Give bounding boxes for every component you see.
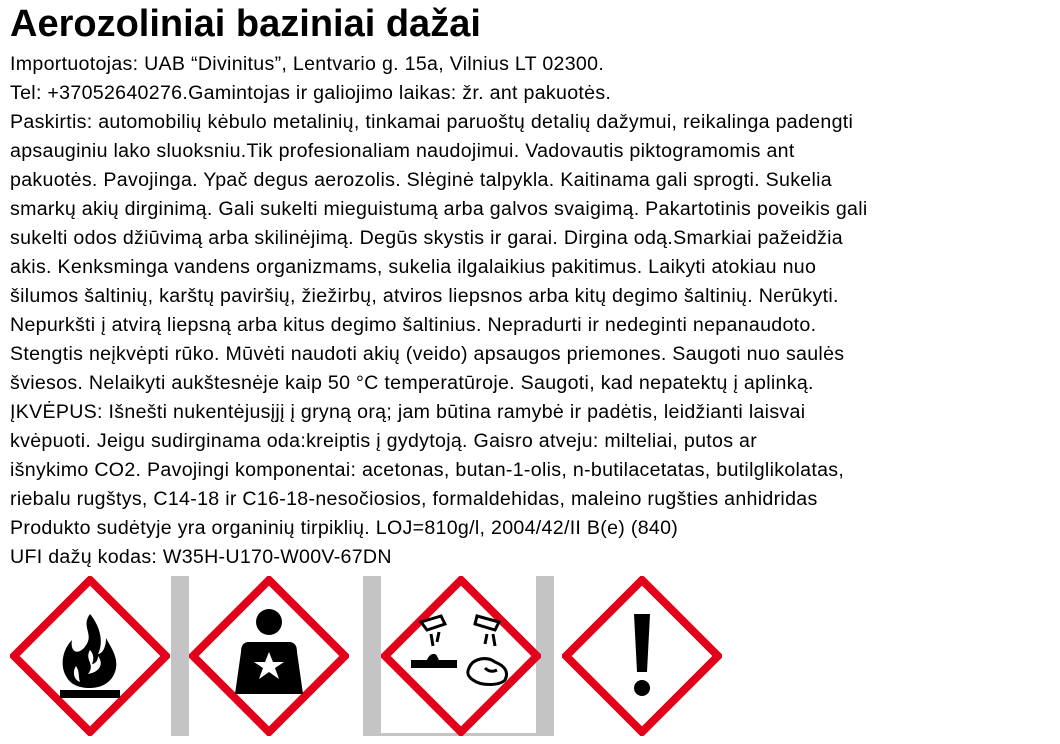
label-line: apsauginiu lako sluoksniu.Tik profesionaliam naudojimui. Vadovautis piktogramomis ant <box>10 140 795 162</box>
label-line: sukelti odos džiūvimą arba skilinėjimą. Degūs skystis ir garai. Dirgina odą.Smarkiai pažeidžia <box>10 227 843 249</box>
label-line: Tel: +37052640276.Gamintojas ir galiojimo laikas: žr. ant pakuotės. <box>10 82 612 104</box>
pictogram-separator <box>171 576 189 736</box>
product-label <box>10 0 1050 572</box>
label-line: akis. Kenksminga vandens organizmams, sukelia ilgalaikius pakitimus. Laikyti atokiau nuo <box>10 256 817 278</box>
label-line: Stengtis neįkvėpti rūko. Mūvėti naudoti akių (veido) apsaugos priemones. Saugoti nuo saulės <box>10 343 845 365</box>
label-line: Paskirtis: automobilių kėbulo metalinių, tinkamai paruoštų detalių dažymui, reikalinga padengti <box>10 111 854 133</box>
health-hazard-icon <box>189 576 349 736</box>
exclamation-mark-icon <box>562 576 722 736</box>
label-line: UFI dažų kodas: W35H-U170-W00V-67DN <box>10 546 392 568</box>
label-line: šilumos šaltinių, karštų paviršių, žiežirbų, atviros liepsnos arba kitų degimo šaltinių. Nerūkyti. <box>10 285 839 307</box>
label-line: išnykimo CO2. Pavojingi komponentai: acetonas, butan-1-olis, n-butilacetatas, butilglikolatas, <box>10 459 845 481</box>
label-line: riebalu rugštys, C14-18 ir C16-18-nesočiosios, formaldehidas, maleino rugšties anhidridas <box>10 488 818 510</box>
label-line: Nepurkšti į atvirą liepsną arba kitus degimo šaltinius. Nepradurti ir nedeginti nepanaudoto. <box>10 314 817 336</box>
product-title: Aerozoliniai baziniai dažai <box>10 3 481 45</box>
label-text <box>10 50 1050 572</box>
flame-icon <box>10 576 170 736</box>
label-line: pakuotės. Pavojinga. Ypač degus aerozolis. Slėginė talpykla. Kaitinama gali sprogti. Sukelia <box>10 169 832 191</box>
label-line: ĮKVĖPUS: Išnešti nukentėjusįjį į gryną orą; jam būtina ramybė ir padėtis, leidžianti laisvai <box>10 401 806 423</box>
corrosion-icon <box>381 576 541 736</box>
hazard-pictograms <box>10 576 730 736</box>
label-line: kvėpuoti. Jeigu sudirginama oda:kreiptis į gydytoją. Gaisro atveju: milteliai, putos ar <box>10 430 758 452</box>
label-line: Importuotojas: UAB “Divinitus”, Lentvario g. 15a, Vilnius LT 02300. <box>10 53 605 75</box>
label-line: šviesos. Nelaikyti aukštesnėje kaip 50 °C temperatūroje. Saugoti, kad nepatektų į aplinką. <box>10 372 814 394</box>
label-line: Produkto sudėtyje yra organinių tirpiklių. LOJ=810g/l, 2004/42/II B(e) (840) <box>10 517 679 539</box>
pictogram-separator <box>363 576 381 736</box>
label-line: smarkų akių dirginimą. Gali sukelti mieguistumą arba galvos svaigimą. Pakartotinis poveikis gali <box>10 198 868 220</box>
